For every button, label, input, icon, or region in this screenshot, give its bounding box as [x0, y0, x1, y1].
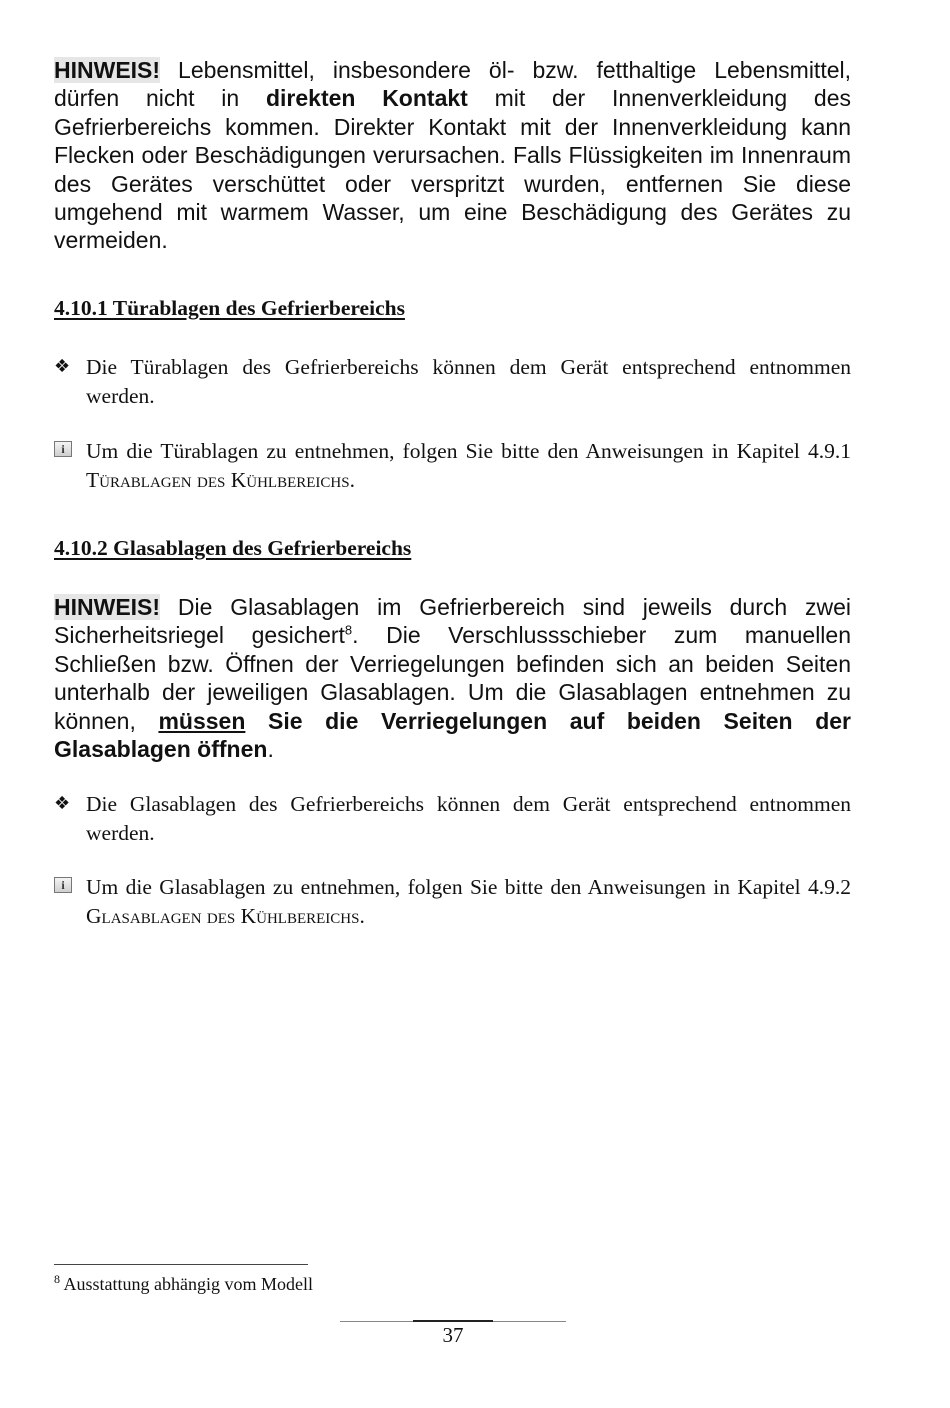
footnote-mark: 8: [54, 1272, 60, 1286]
notice-paragraph: [54, 56, 851, 255]
info-text: [86, 873, 851, 930]
diamond-bullet-icon: ❖: [54, 356, 71, 377]
info-icon: i: [54, 441, 72, 457]
notice-emphasis: Sie die Verriegelungen auf beiden Seiten der Glasablagen öffnen: [54, 707, 851, 763]
notice-text: Die Glasablagen im Gefrierbereich sind jeweils durch zwei Sicherheitsriegel gesichert: [54, 594, 851, 649]
bullet-text: Die Glasablagen des Gefrierbereichs können dem Gerät entsprechend entnommen werden.: [86, 792, 851, 845]
chapter-reference: Türablagen des Kühlbereichs.: [86, 467, 355, 492]
info-text-body: Um die Glasablagen zu entnehmen, folgen Sie bitte den Anweisungen in Kapitel 4.9.2: [86, 875, 851, 899]
notice-emphasis-underlined: müssen: [158, 707, 246, 734]
footnote-text: Ausstattung abhängig vom Modell: [60, 1274, 313, 1294]
bullet-item: [54, 790, 851, 847]
info-icon: i: [54, 877, 72, 893]
diamond-bullet-icon: ❖: [54, 793, 71, 814]
info-item: [54, 873, 851, 930]
page-number: 37: [442, 1323, 464, 1347]
info-text: [86, 437, 851, 494]
footnote-divider: [54, 1264, 308, 1265]
notice-text: .: [267, 736, 274, 763]
notice-paragraph: [54, 593, 851, 763]
notice-text: mit der Innenverkleidung des Gefrierbereichs kommen. Direkter Kontakt mit der Innenverkleidung kann Flecken oder Beschädigungen verursachen. Falls Flüssigkeiten im Innenraum des Gerätes verschüttet oder verspritzt wurden, entfernen Sie diese umgehend mit warmem Wasser, um eine Beschädigung des Gerätes zu vermeiden.: [54, 85, 851, 254]
notice-text: Lebensmittel, insbesondere öl- bzw. fetthaltige Lebensmittel, dürfen nicht in: [54, 57, 851, 112]
notice-emphasis: direkten Kontakt: [265, 85, 468, 112]
notice-label: HINWEIS!: [54, 594, 161, 620]
footnote: [54, 1272, 313, 1296]
bullet-item: [54, 353, 851, 410]
bullet-text: Die Türablagen des Gefrierbereichs können dem Gerät entsprechend entnommen werden.: [86, 355, 851, 408]
info-item: [54, 437, 851, 494]
notice-text: . Die Verschlussschieber zum manuellen Schließen bzw. Öffnen der Verriegelungen befinden sich an beiden Seiten unterhalb der jeweiligen Glasablagen. Um die Glasablagen entnehmen zu können,: [54, 622, 851, 734]
section-heading-glass-shelves: 4.10.2 Glasablagen des Gefrierbereichs: [54, 536, 412, 560]
info-text-body: Um die Türablagen zu entnehmen, folgen Sie bitte den Anweisungen in Kapitel 4.9.1: [86, 439, 851, 463]
section-heading-door-shelves: 4.10.1 Türablagen des Gefrierbereichs: [54, 296, 405, 320]
notice-label: HINWEIS!: [54, 57, 161, 83]
footnote-reference: 8: [344, 622, 353, 638]
chapter-reference: Glasablagen des Kühlbereichs.: [86, 903, 365, 928]
